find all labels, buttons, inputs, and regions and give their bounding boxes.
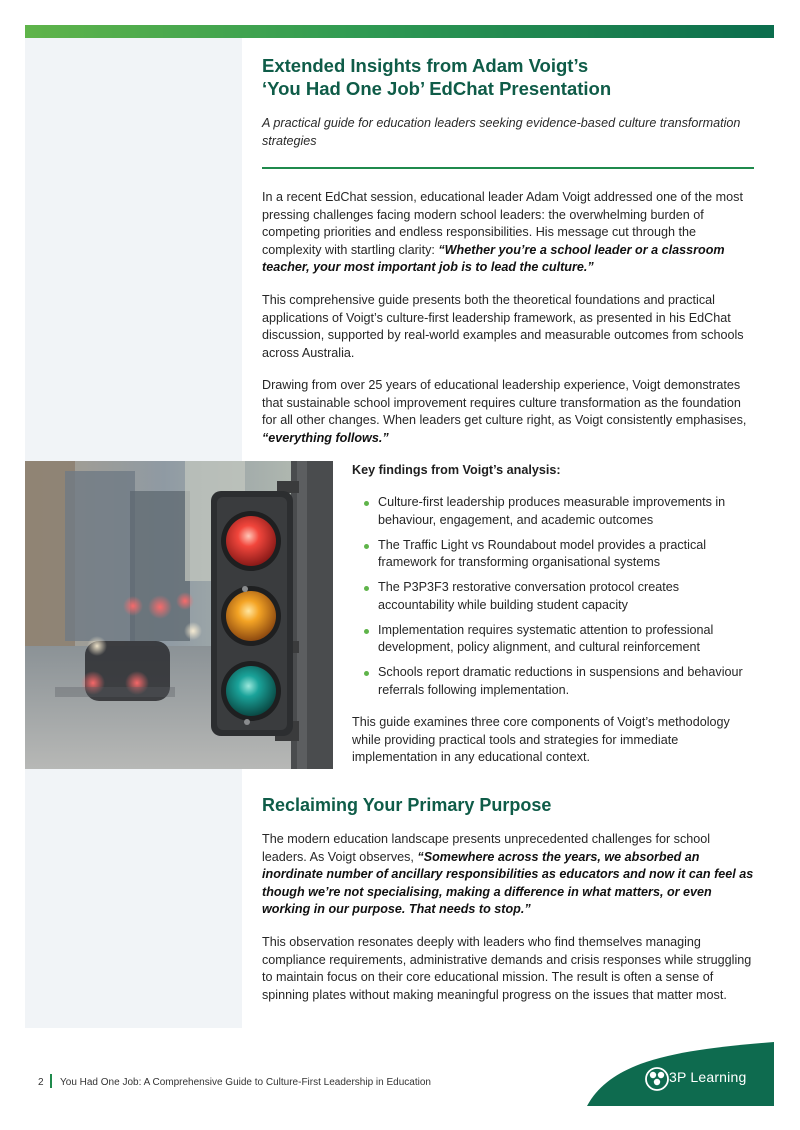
list-item xyxy=(352,494,756,529)
intro-paragraph-3 xyxy=(262,377,754,447)
list-item xyxy=(352,664,756,699)
list-item-text: Implementation requires systematic attention to professional development, policy alignment, and cultural reinforcement xyxy=(378,622,714,654)
section-paragraph-1 xyxy=(262,831,754,919)
key-findings-closing: This guide examines three core components of Voigt’s methodology while providing practical tools and strategies for immediate implementation in any educational context. xyxy=(352,715,730,764)
intro-paragraph-1-text: In a recent EdChat session, educational leader Adam Voigt addressed one of the most pressing challenges facing modern school leaders: the overwhelming burden of competing priorities and endless responsibilities. His message cut through the complexity with startling clarity: xyxy=(262,190,743,257)
list-item xyxy=(352,579,756,614)
section-paragraph-2: This observation resonates deeply with leaders who find themselves managing compliance requirements, administrative demands and crisis responses while struggling to maintain focus on their core educational mission. The result is often a sense of spinning plates without making meaningful progress on the issues that matter most. xyxy=(262,935,752,1002)
title-divider xyxy=(262,167,754,169)
top-accent-bar xyxy=(25,25,774,38)
list-item-text: The Traffic Light vs Roundabout model provides a practical framework for transforming organisational systems xyxy=(378,537,707,569)
intro-paragraph-2: This comprehensive guide presents both the theoretical foundations and practical applications of Voigt’s culture-first leadership framework, as presented in his EdChat discussion, supported by real-world examples and measurable outcomes from schools across Australia. xyxy=(262,293,744,360)
list-item-text: Schools report dramatic reductions in suspensions and behaviour referrals following implementation. xyxy=(378,665,743,697)
traffic-light-photo xyxy=(25,461,333,769)
bullet-icon xyxy=(364,629,369,634)
list-item xyxy=(352,622,756,657)
key-findings-list xyxy=(352,494,756,707)
bullet-icon xyxy=(364,544,369,549)
title-line-2: ‘You Had One Job’ EdChat Presentation xyxy=(262,78,612,99)
section-heading: Reclaiming Your Primary Purpose xyxy=(262,795,552,815)
page-subtitle: A practical guide for education leaders seeking evidence-based culture transformation strategies xyxy=(262,116,741,148)
footer-running-title: You Had One Job: A Comprehensive Guide to Culture-First Leadership in Education xyxy=(60,1077,431,1088)
intro-paragraph-3-text: Drawing from over 25 years of educational leadership experience, Voigt demonstrates that sustainable school improvement requires culture transformation as the foundation for all other changes. When leaders get culture right, as Voigt consistently emphasises, xyxy=(262,378,747,427)
intro-quote-1: “Whether you’re a school leader or a classroom teacher, your most important job is to lead the culture.” xyxy=(262,242,725,274)
intro-paragraph-1 xyxy=(262,189,754,277)
bullet-icon xyxy=(364,671,369,676)
bullet-icon xyxy=(364,501,369,506)
section-quote: “Somewhere across the years, we absorbed an inordinate number of ancillary responsibilities as educators and now it can feel as though we’re not specialising, making a difference in what matters, or even working in our purpose. That needs to stop.” xyxy=(262,849,754,916)
list-item-text: The P3P3F3 restorative conversation protocol creates accountability while building student capacity xyxy=(378,580,680,612)
intro-quote-2: “everything follows.” xyxy=(262,430,389,445)
page-title xyxy=(262,54,754,100)
footer-divider xyxy=(50,1074,52,1088)
page-number: 2 xyxy=(38,1077,44,1088)
brand-name: 3P Learning xyxy=(669,1069,747,1085)
key-findings-title: Key findings from Voigt’s analysis: xyxy=(352,463,561,477)
bullet-icon xyxy=(364,586,369,591)
list-item xyxy=(352,537,756,572)
title-line-1: Extended Insights from Adam Voigt’s xyxy=(262,55,589,76)
section-paragraph-1-text: The modern education landscape presents unprecedented challenges for school leaders. As Voigt observes, xyxy=(262,832,711,864)
list-item-text: Culture-first leadership produces measurable improvements in behaviour, engagement, and academic outcomes xyxy=(378,495,726,527)
